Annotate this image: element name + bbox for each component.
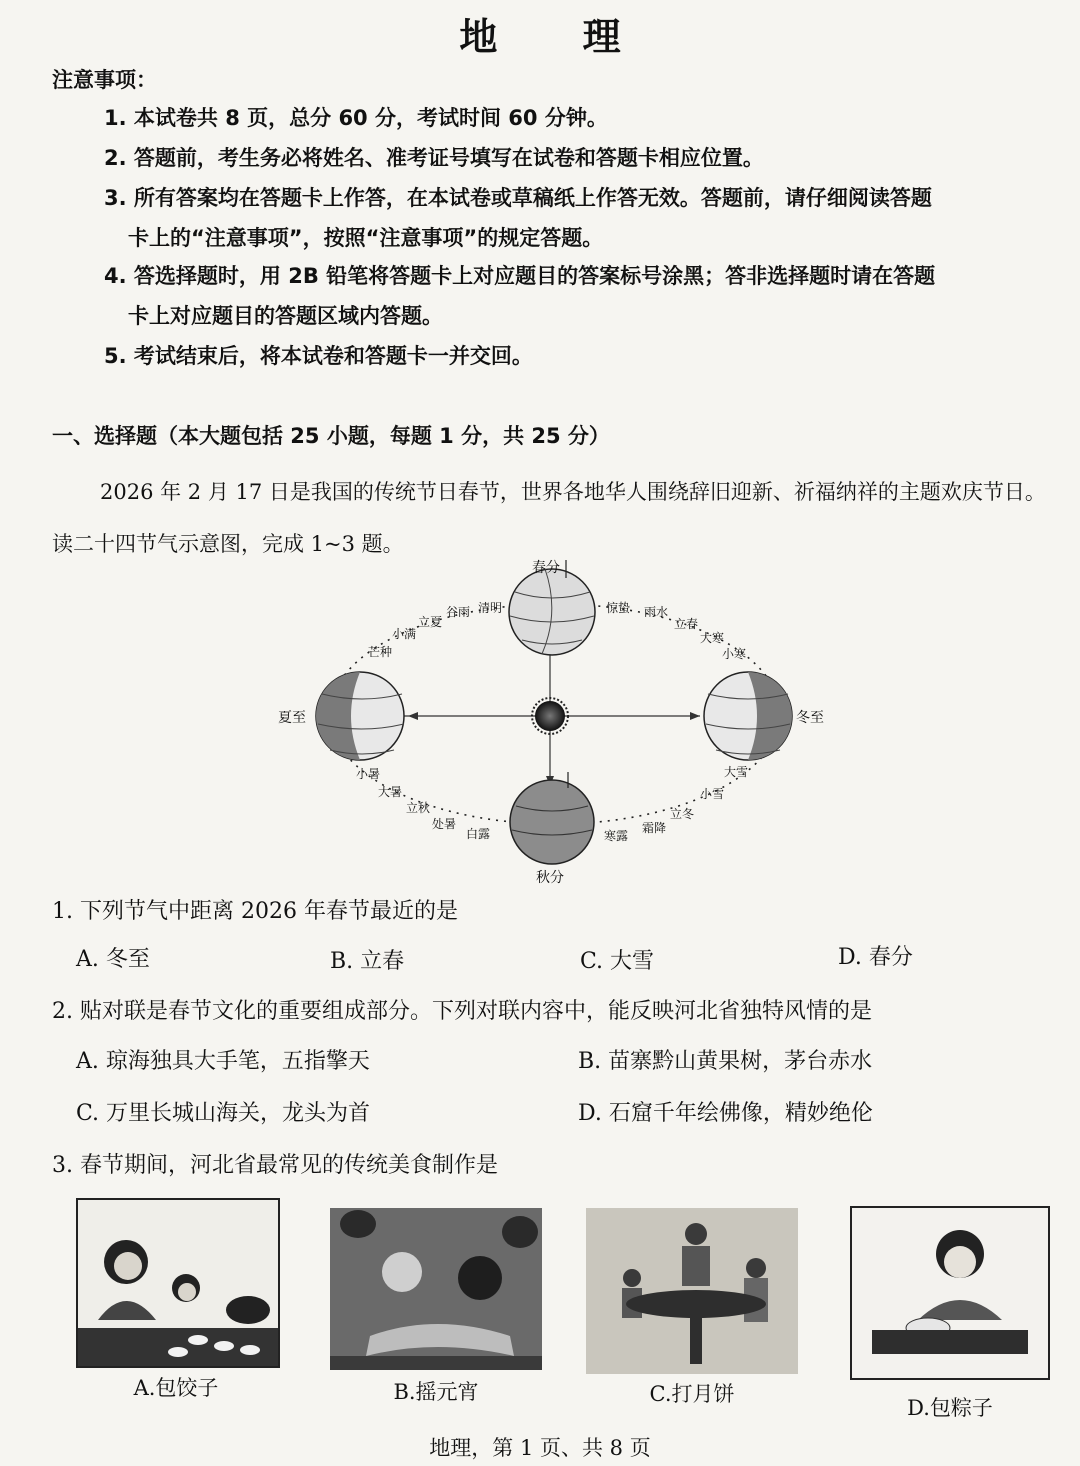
- question-1-stem: 1. 下列节气中距离 2026 年春节最近的是: [52, 899, 458, 924]
- picture-mooncakes-caption: C.打月饼: [649, 1382, 735, 1406]
- label-xiaoxue: 小雪: [700, 787, 725, 801]
- dumplings-illustration-icon: [78, 1200, 278, 1366]
- label-daxue: 大雪: [724, 765, 749, 779]
- q2-option-a: A. 琼海独具大手笔，五指擎天: [76, 1049, 370, 1074]
- notice-heading: 注意事项：: [52, 68, 157, 92]
- sun-icon: [532, 698, 568, 734]
- label-xiaohan: 小寒: [722, 647, 747, 661]
- arrow-right: [690, 712, 700, 720]
- page-title: 地 理: [459, 15, 657, 59]
- notice-item-1-line1: 1. 本试卷共 8 页，总分 60 分，考试时间 60 分钟。: [104, 106, 608, 130]
- earth-dongzhi-icon: [704, 672, 792, 760]
- q1-option-c: C. 大雪: [580, 949, 655, 974]
- picture-zongzi-caption: D.包粽子: [907, 1396, 993, 1420]
- notice-item-4-line2: 卡上对应题目的答题区域内答题。: [128, 304, 443, 328]
- label-guyu: 谷雨: [446, 605, 471, 619]
- q1-option-a: A. 冬至: [76, 947, 150, 972]
- label-qiufen: 秋分: [536, 870, 564, 884]
- label-lidong: 立冬: [670, 807, 695, 821]
- notice-item-5-line1: 5. 考试结束后，将本试卷和答题卡一并交回。: [104, 344, 533, 368]
- q1-option-b: B. 立春: [330, 949, 405, 974]
- q1-option-d: D. 春分: [838, 945, 913, 970]
- earth-xiazhi-icon: [316, 672, 404, 760]
- notice-item-5: [104, 336, 1064, 376]
- solar-terms-diagram: [270, 554, 850, 884]
- label-xiaoman: 小满: [392, 627, 417, 641]
- picture-zongzi: [850, 1206, 1050, 1380]
- label-dashu: 大暑: [378, 785, 403, 799]
- label-chunfen: 春分: [532, 560, 560, 576]
- question-3-stem: 3. 春节期间，河北省最常见的传统美食制作是: [52, 1153, 498, 1178]
- label-lichun: 立春: [674, 617, 699, 631]
- notice-item-3: [104, 178, 1064, 258]
- label-jingzhe: 惊蛰: [606, 601, 631, 615]
- arrow-left: [408, 712, 418, 720]
- label-yushui: 雨水: [644, 605, 669, 619]
- label-chushu: 处暑: [432, 817, 457, 831]
- label-shuangjiang: 霜降: [642, 821, 667, 835]
- notice-item-1: [104, 98, 1064, 138]
- section-heading: 一、选择题（本大题包括 25 小题，每题 1 分，共 25 分）: [52, 424, 610, 448]
- q2-option-c: C. 万里长城山海关，龙头为首: [76, 1101, 371, 1126]
- notice-item-2-line1: 2. 答题前，考生务必将姓名、准考证号填写在试卷和答题卡相应位置。: [104, 146, 764, 170]
- picture-yuanxiao-caption: B.摇元宵: [393, 1380, 479, 1404]
- label-xiaoshu: 小暑: [356, 767, 381, 781]
- label-liqiu: 立秋: [406, 801, 431, 815]
- label-qingming: 清明: [478, 601, 503, 615]
- label-dahan: 大寒: [700, 631, 725, 645]
- notice-item-4: [104, 256, 1064, 336]
- q2-option-b: B. 苗寨黔山黄果树，茅台赤水: [578, 1049, 873, 1074]
- yuanxiao-illustration-icon: [330, 1208, 542, 1370]
- label-hanlu: 寒露: [604, 829, 629, 843]
- label-xiazhi: 夏至: [278, 710, 306, 726]
- earth-qiufen-icon: [510, 772, 594, 864]
- picture-dumplings: [76, 1198, 280, 1368]
- notice-item-4-line1: 4. 答选择题时，用 2B 铅笔将答题卡上对应题目的答案标号涂黑；答非选择题时请在答题: [104, 264, 936, 288]
- label-bailu: 白露: [466, 827, 491, 841]
- q2-option-d: D. 石窟千年绘佛像，精妙绝伦: [578, 1101, 873, 1126]
- picture-dumplings-caption: A.包饺子: [133, 1376, 219, 1400]
- mooncakes-illustration-icon: [586, 1208, 798, 1374]
- notice-item-3-line2: 卡上的“注意事项”，按照“注意事项”的规定答题。: [128, 226, 604, 250]
- picture-yuanxiao: [330, 1208, 542, 1370]
- label-lixia: 立夏: [418, 615, 443, 629]
- page-footer: 地理，第 1 页、共 8 页: [429, 1436, 651, 1460]
- label-dongzhi: 冬至: [796, 710, 824, 726]
- picture-mooncakes: [586, 1208, 798, 1374]
- question-2-stem: 2. 贴对联是春节文化的重要组成部分。下列对联内容中，能反映河北省独特风情的是: [52, 999, 872, 1024]
- section-intro: 2026 年 2 月 17 日是我国的传统节日春节，世界各地华人围绕辞旧迎新、祈福纳祥的主题欢庆节日。读二十四节气示意图，完成 1~3 题。: [52, 480, 1046, 556]
- notice-item-3-line1: 3. 所有答案均在答题卡上作答，在本试卷或草稿纸上作答无效。答题前，请仔细阅读答题: [104, 186, 932, 210]
- zongzi-illustration-icon: [852, 1208, 1048, 1378]
- label-mangzhong: 芒种: [368, 645, 393, 659]
- notice-item-2: [104, 138, 1064, 178]
